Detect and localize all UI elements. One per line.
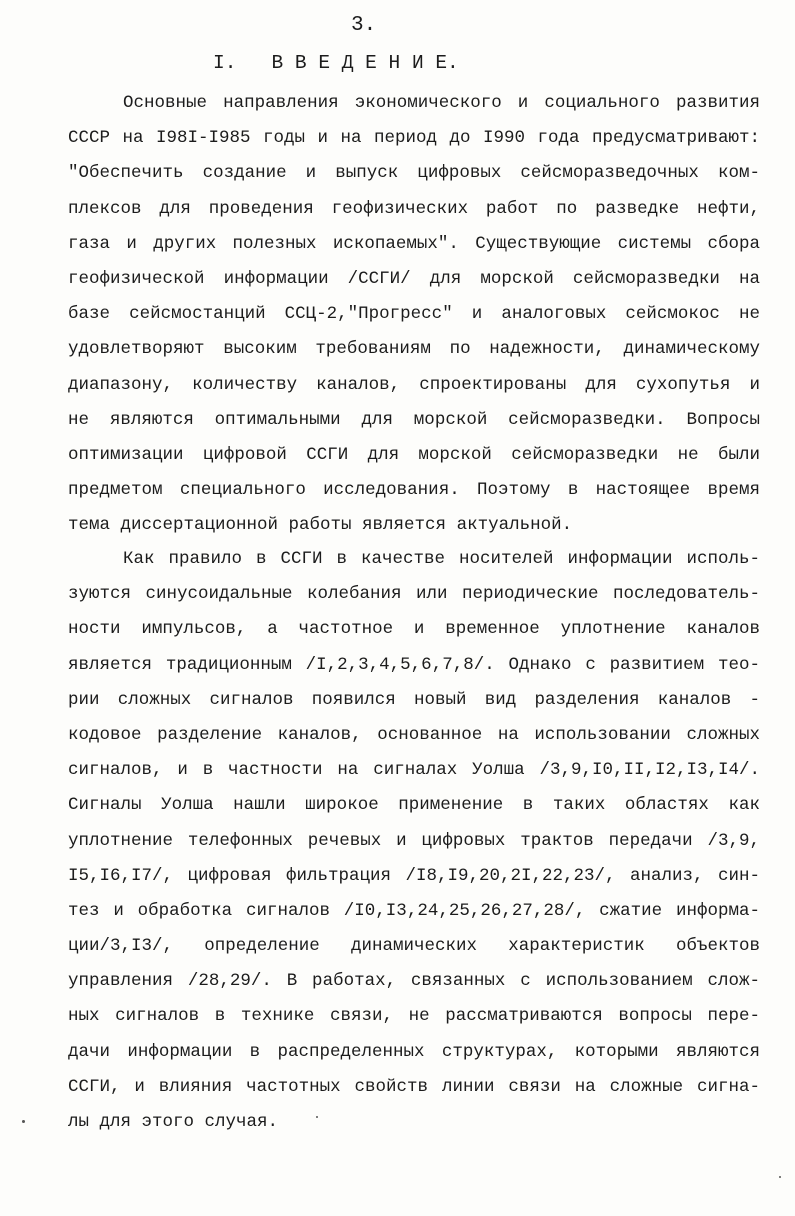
text-line: ции/3,I3/, определение динамических характеристик объектов	[68, 936, 760, 957]
paragraph-introduction	[68, 86, 760, 543]
scan-speck	[316, 1116, 318, 1118]
text-line: диапазону, количеству каналов, спроектированы для сухопутья и	[68, 374, 760, 395]
text-line: ССГИ, и влияния частотных свойств линии связи на сложные сигна-	[68, 1076, 760, 1097]
section-heading	[213, 51, 459, 75]
text-line: дачи информации в распределенных структурах, которыми являются	[68, 1041, 760, 1062]
section-title: В В Е Д Е Н И Е.	[271, 52, 459, 74]
paragraph-walsh-signals	[68, 542, 760, 1140]
text-line: не являются оптимальными для морской сейсморазведки. Вопросы	[68, 409, 760, 430]
text-line: предметом специального исследования. Поэтому в настоящее время	[68, 480, 760, 501]
text-line: ности импульсов, а частотное и временное уплотнение каналов	[68, 619, 760, 640]
text-line: кодовое разделение каналов, основанное на использовании сложных	[68, 724, 760, 745]
section-numeral: I.	[213, 52, 237, 74]
text-line: I5,I6,I7/, цифровая фильтрация /I8,I9,20,2I,22,23/, анализ, син-	[68, 865, 760, 886]
text-line: Основные направления экономического и социального развития	[123, 93, 760, 113]
text-line: тез и обработка сигналов /I0,I3,24,25,26,27,28/, сжатие информа-	[68, 900, 760, 921]
text-line: зуются синусоидальные колебания или периодические последователь-	[68, 584, 760, 605]
text-line: плексов для проведения геофизических работ по разведке нефти,	[68, 198, 760, 219]
text-line: управления /28,29/. В работах, связанных с использованием слож-	[68, 971, 760, 992]
text-line: газа и других полезных ископаемых". Существующие системы сбора	[68, 233, 760, 254]
text-line: базе сейсмостанций ССЦ-2,"Прогресс" и аналоговых сейсмокос не	[68, 304, 760, 325]
text-line: рии сложных сигналов появился новый вид разделения каналов -	[68, 689, 760, 710]
text-line: ных сигналов в технике связи, не рассматриваются вопросы пере-	[68, 1006, 760, 1027]
text-line: тема диссертационной работы является актуальной.	[68, 515, 573, 536]
text-line: СССР на I98I-I985 годы и на период до I990 года предусматривают:	[68, 128, 760, 149]
scan-speck	[779, 1176, 781, 1178]
text-line: Как правило в ССГИ в качестве носителей информации исполь-	[123, 549, 760, 569]
text-line: лы для этого случая.	[68, 1112, 279, 1132]
text-line: удовлетворяют высоким требованиям по надежности, динамическому	[68, 339, 760, 360]
scan-speck	[22, 1120, 25, 1123]
text-line: Сигналы Уолша нашли широкое применение в таких областях как	[68, 795, 760, 816]
page-number: 3.	[351, 14, 377, 37]
text-line: сигналов, и в частности на сигналах Уолша /3,9,I0,II,I2,I3,I4/.	[68, 760, 760, 781]
text-line: является традиционным /I,2,3,4,5,6,7,8/. Однако с развитием тео-	[68, 654, 760, 675]
text-line: геофизической информации /ССГИ/ для морской сейсморазведки на	[68, 268, 760, 289]
text-line: уплотнение телефонных речевых и цифровых трактов передачи /3,9,	[68, 830, 760, 851]
text-line: оптимизации цифровой ССГИ для морской сейсморазведки не были	[68, 444, 760, 465]
text-line: "Обеспечить создание и выпуск цифровых сейсморазведочных ком-	[68, 163, 760, 184]
